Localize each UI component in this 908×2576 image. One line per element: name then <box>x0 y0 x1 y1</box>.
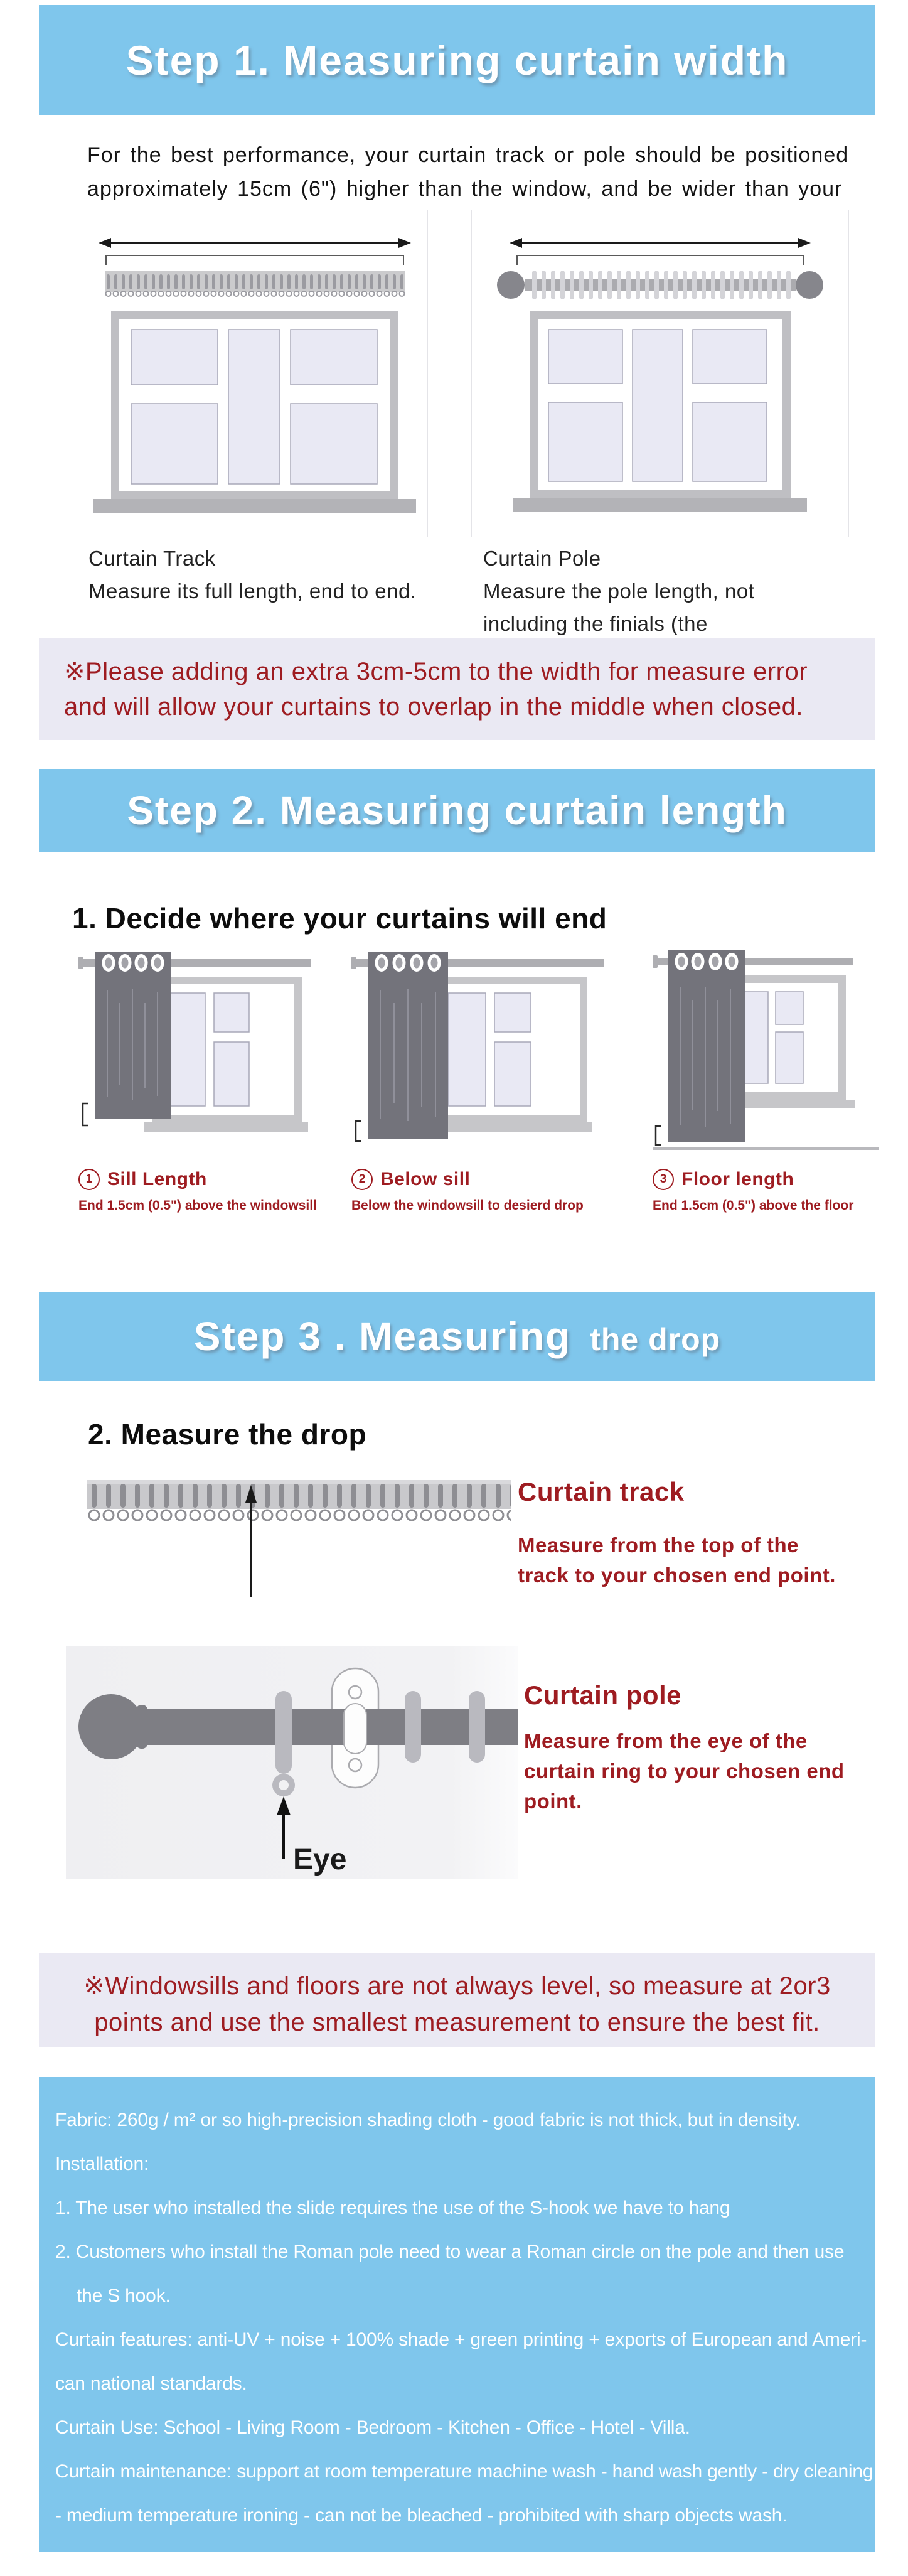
finial <box>78 1694 144 1759</box>
option-caption <box>653 1166 879 1193</box>
step3-banner-sub: the drop <box>590 1322 721 1357</box>
pole-line1: Measure from the eye of the <box>524 1729 808 1752</box>
track-line1: Measure from the top of the <box>518 1533 799 1557</box>
pole-closeup-diagram <box>66 1646 518 1879</box>
floor-length-diagram <box>653 940 879 1157</box>
pole-instructions-body <box>524 1726 845 1817</box>
track-closeup-diagram <box>85 1476 511 1602</box>
option-caption <box>78 1166 326 1193</box>
level-note-line2: points and use the smallest measurement to ensure the best fit. <box>94 2009 820 2036</box>
pole-line2: curtain ring to your chosen end <box>524 1759 845 1783</box>
detail-line: 2. Customers who install the Roman pole need to wear a Roman circle on the pole and then use <box>55 2241 845 2262</box>
step3-banner <box>39 1292 875 1381</box>
option-caption <box>351 1166 628 1193</box>
track-caption <box>88 542 483 635</box>
track-window-figure <box>82 210 428 537</box>
window <box>513 311 807 512</box>
end-point-bracket <box>83 1103 88 1125</box>
floor-line <box>653 1147 879 1150</box>
step1-banner: Step 1. Measuring curtain width <box>39 5 875 115</box>
step3-banner-main: Step 3 . Measuring <box>193 1314 572 1359</box>
step2-heading: 1. Decide where your curtains will end <box>72 902 607 935</box>
track-closeup-row <box>0 1476 908 1602</box>
detail-line: Curtain Use: School - Living Room - Bedroom - Kitchen - Office - Hotel - Villa. <box>55 2417 690 2438</box>
option-title: Floor length <box>681 1169 794 1189</box>
pole-window-figure <box>471 210 849 537</box>
option-description: End 1.5cm (0.5") above the floor <box>653 1198 854 1213</box>
width-double-arrow-icon <box>99 238 411 248</box>
level-note-line1: ※Windowsills and floors are not always level, so measure at 2or3 <box>83 1972 831 2000</box>
curtain <box>95 952 171 1119</box>
measure-bracket <box>106 255 403 265</box>
ring-eye <box>272 1774 295 1796</box>
track-caption-title: Curtain Track <box>88 547 216 570</box>
window-sill <box>513 498 807 512</box>
detail-line: Installation: <box>55 2154 149 2174</box>
curtain-measuring-guide <box>0 5 908 2576</box>
pole-instructions <box>524 1646 845 1817</box>
finial-right <box>796 271 823 299</box>
level-note <box>39 1953 875 2047</box>
pole-window-diagram <box>472 210 848 537</box>
curtain-track-strip <box>105 271 405 301</box>
sill-length-option <box>78 940 326 1217</box>
intro-line-1: For the best performance, your curtain track or pole should be positioned <box>87 143 849 167</box>
detail-line: Fabric: 260g / m² or so high-precision shading cloth - good fabric is not thick, but in density. <box>55 2110 801 2130</box>
pole-caption-title: Curtain Pole <box>483 547 601 570</box>
below-sill-option <box>351 940 628 1217</box>
curtain <box>668 950 745 1142</box>
floor-length-option <box>653 940 879 1217</box>
circled-number: 1 <box>78 1169 100 1190</box>
option-description: End 1.5cm (0.5") above the windowsill <box>78 1198 317 1213</box>
intro-text <box>87 138 908 206</box>
step3-heading: 2. Measure the drop <box>88 1418 367 1451</box>
option-title: Sill Length <box>107 1169 207 1189</box>
curtain-pole <box>497 271 823 299</box>
pole-line3: point. <box>524 1790 582 1813</box>
detail-line: can national standards. <box>55 2373 247 2394</box>
circled-number: 2 <box>351 1169 373 1190</box>
window-sill <box>144 1122 308 1132</box>
width-note-line1: ※Please adding an extra 3cm-5cm to the width for measure error <box>64 658 808 685</box>
length-options <box>78 940 908 1217</box>
step2-banner: Step 2. Measuring curtain length <box>39 769 875 852</box>
track-line2: track to your chosen end point. <box>518 1564 836 1587</box>
pole-instructions-title: Curtain pole <box>524 1680 682 1710</box>
eye-label: Eye <box>293 1843 347 1876</box>
pole-caption <box>483 542 754 635</box>
product-details-panel <box>39 2077 875 2552</box>
track-window-diagram <box>82 210 427 537</box>
up-arrow-icon <box>245 1485 257 1597</box>
end-point-bracket <box>656 1126 661 1145</box>
detail-line: Curtain maintenance: support at room temperature machine wash - hand wash gently - dry cleaning <box>55 2461 873 2482</box>
pole-caption-line2: including the finials (the <box>483 612 708 635</box>
detail-line: the S hook. <box>77 2285 171 2306</box>
track-instructions <box>518 1476 836 1591</box>
step1-captions <box>88 542 908 635</box>
curtain <box>368 952 448 1139</box>
step1-diagrams <box>82 210 908 537</box>
window <box>93 311 416 513</box>
option-description: Below the windowsill to desierd drop <box>351 1198 584 1213</box>
detail-line: - medium temperature ironing - can not be bleached - prohibited with sharp objects wash. <box>55 2505 788 2526</box>
width-double-arrow-icon <box>510 238 811 248</box>
sill-length-diagram <box>78 940 326 1157</box>
window-sill <box>93 499 416 513</box>
width-note <box>39 638 875 740</box>
track-instructions-title: Curtain track <box>518 1477 685 1506</box>
pole-caption-line1: Measure the pole length, not <box>483 579 755 603</box>
measure-bracket <box>517 255 803 265</box>
detail-line: Curtain features: anti-UV + noise + 100% shade + green printing + exports of European and Ameri- <box>55 2329 867 2350</box>
finial-left <box>497 271 525 299</box>
circled-number: 3 <box>653 1169 674 1190</box>
detail-line: 1. The user who installed the slide requires the use of the S-hook we have to hang <box>55 2198 730 2218</box>
intro-line-2: approximately 15cm (6") higher than the window, and be wider than your <box>87 177 843 201</box>
track-instructions-body <box>518 1530 836 1591</box>
option-title: Below sill <box>380 1169 471 1189</box>
track-caption-body: Measure its full length, end to end. <box>88 579 417 603</box>
width-note-line2: and will allow your curtains to overlap in the middle when closed. <box>64 693 804 721</box>
below-sill-diagram <box>351 940 628 1157</box>
pole-closeup-row <box>0 1646 908 1879</box>
end-point-bracket <box>356 1121 361 1141</box>
